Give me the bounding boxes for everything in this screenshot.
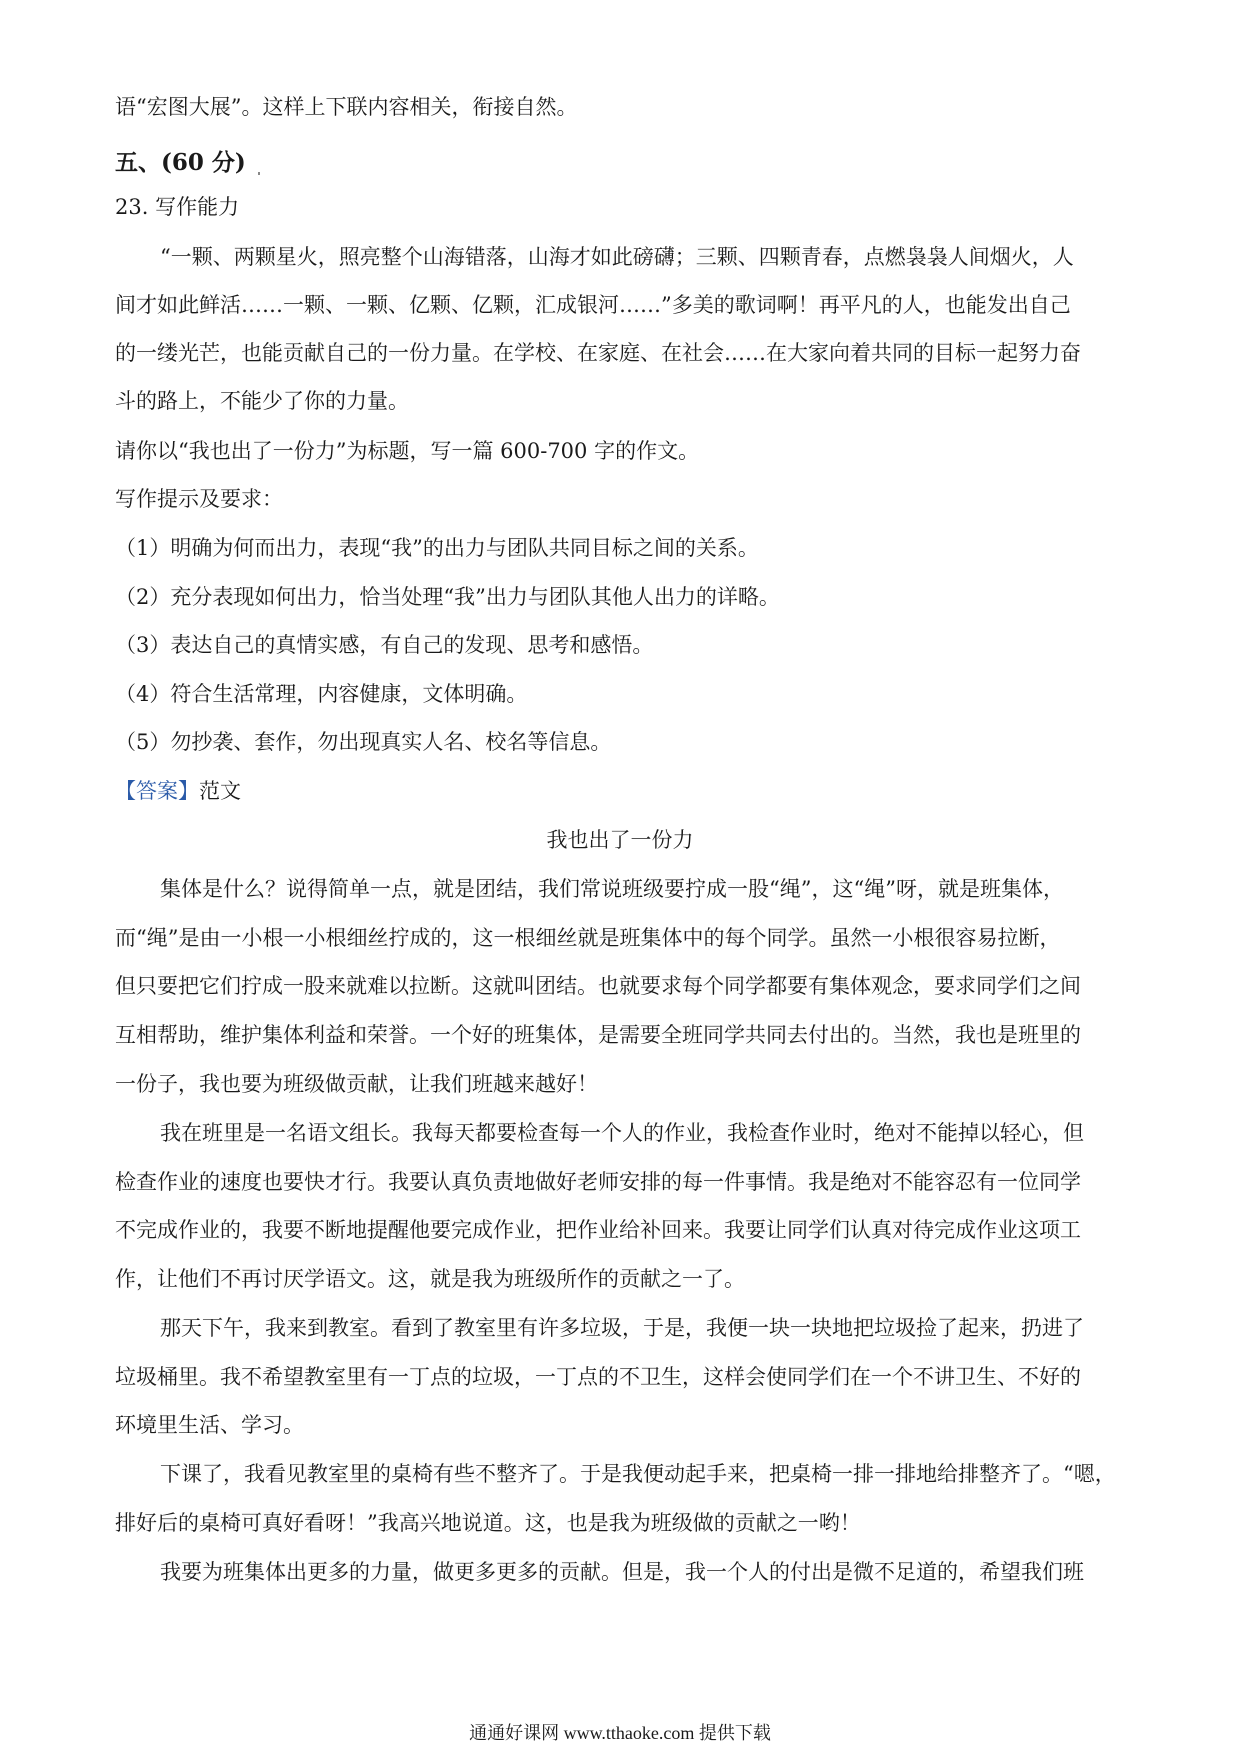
instruction-line: 写作提示及要求： (115, 487, 283, 511)
instruction-line: 请你以“我也出了一份力”为标题，写一篇 600-700 字的作文。 (115, 439, 700, 463)
prompt-line: 间才如此鲜活……一颗、一颗、亿颗、亿颗，汇成银河……”多美的歌词啊！再平凡的人，也能发出自己 (115, 293, 1071, 317)
essay-line: 检查作业的速度也要快才行。我要认真负责地做好老师安排的每一件事情。我是绝对不能容忍有一位同学 (115, 1170, 1081, 1194)
answer-line (115, 776, 1125, 806)
essay-line: 而“绳”是由一小根一小根细丝拧成的，这一根细丝就是班集体中的每个同学。虽然一小根很容易拉断， (115, 926, 1061, 950)
answer-text: 范文 (199, 779, 241, 803)
prompt-line: 斗的路上，不能少了你的力量。 (115, 389, 409, 413)
essay-line: 排好后的桌椅可真好看呀！”我高兴地说道。这，也是我为班级做的贡献之一哟！ (115, 1511, 861, 1535)
essay-line: 下课了，我看见教室里的桌椅有些不整齐了。于是我便动起手来，把桌椅一排一排地给排整齐了。“嗯， (160, 1462, 1116, 1486)
essay-line: 作，让他们不再讨厌学语文。这，就是我为班级所作的贡献之一了。 (115, 1267, 745, 1291)
requirement-item: （1）明确为何而出力，表现“我”的出力与团队共同目标之间的关系。 (115, 536, 759, 560)
essay-line: 互相帮助，维护集体利益和荣誉。一个好的班集体，是需要全班同学共同去付出的。当然，我也是班里的 (115, 1023, 1081, 1047)
essay-line: 我要为班集体出更多的力量，做更多更多的贡献。但是，我一个人的付出是微不足道的，希望我们班 (160, 1560, 1084, 1584)
text-line: 语“宏图大展”。这样上下联内容相关，衔接自然。 (115, 95, 578, 119)
essay-title: 我也出了一份力 (546, 828, 694, 852)
prompt-line: 的一缕光芒，也能贡献自己的一份力量。在学校、在家庭、在社会……在大家向着共同的目标一起努力奋 (115, 341, 1081, 365)
question-number: 23. 写作能力 (115, 195, 240, 219)
footer-watermark: 通通好课网 www.tthaoke.com 提供下载 (469, 1723, 771, 1743)
essay-line: 集体是什么？说得简单一点，就是团结，我们常说班级要拧成一股“绳”，这“绳”呀，就是班集体， (160, 877, 1064, 901)
essay-line: 不完成作业的，我要不断地提醒他要完成作业，把作业给补回来。我要让同学们认真对待完成作业这项工 (115, 1218, 1081, 1242)
requirement-item: （2）充分表现如何出力，恰当处理“我”出力与团队其他人出力的详略。 (115, 585, 780, 609)
essay-line: 但只要把它们拧成一股来就难以拉断。这就叫团结。也就要求每个同学都要有集体观念，要求同学们之间 (115, 974, 1081, 998)
section-heading: 五、(60 分) (115, 149, 246, 176)
requirement-item: （3）表达自己的真情实感，有自己的发现、思考和感悟。 (115, 633, 654, 657)
essay-line: 一份子，我也要为班级做贡献，让我们班越来越好！ (115, 1072, 598, 1096)
answer-tag: 【答案】 (115, 779, 199, 803)
scan-mark (258, 172, 260, 175)
essay-line: 那天下午，我来到教室。看到了教室里有许多垃圾，于是，我便一块一块地把垃圾捡了起来，扔进了 (160, 1316, 1084, 1340)
prompt-line: “一颗、两颗星火，照亮整个山海错落，山海才如此磅礴；三颗、四颗青春，点燃袅袅人间烟火，人 (160, 245, 1074, 269)
requirement-item: （5）勿抄袭、套作，勿出现真实人名、校名等信息。 (115, 730, 612, 754)
requirement-item: （4）符合生活常理，内容健康，文体明确。 (115, 682, 528, 706)
essay-line: 环境里生活、学习。 (115, 1413, 304, 1437)
essay-line: 垃圾桶里。我不希望教室里有一丁点的垃圾，一丁点的不卫生，这样会使同学们在一个不讲卫生、不好的 (115, 1365, 1081, 1389)
essay-line: 我在班里是一名语文组长。我每天都要检查每一个人的作业，我检查作业时，绝对不能掉以轻心，但 (160, 1121, 1084, 1145)
